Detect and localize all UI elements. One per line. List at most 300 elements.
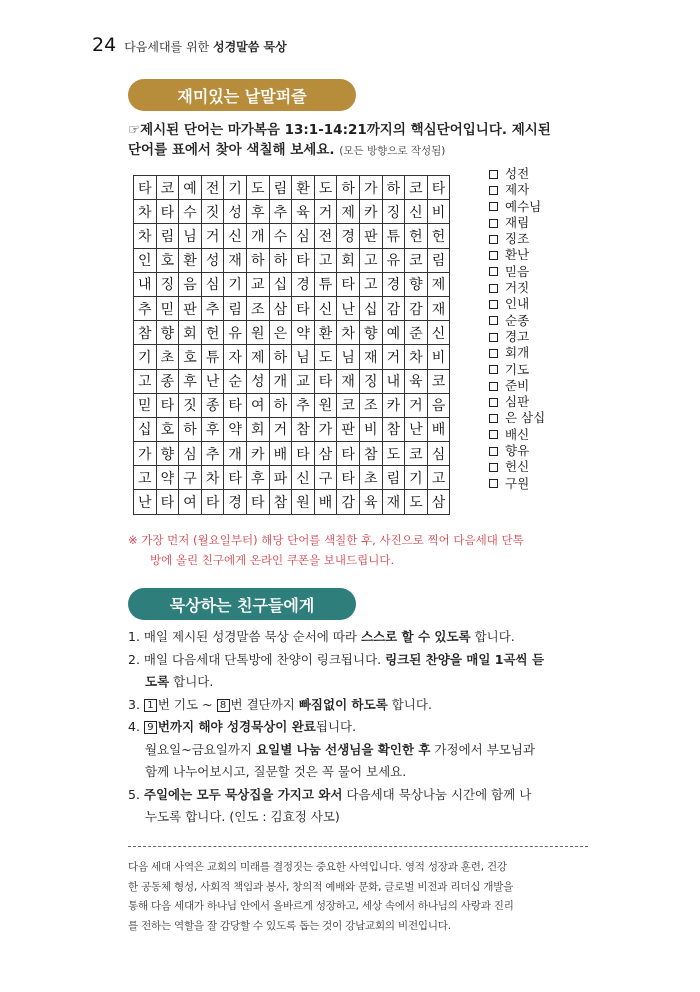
grid-cell[interactable]: 코 — [337, 393, 360, 417]
grid-cell[interactable]: 약 — [156, 466, 179, 490]
grid-cell[interactable]: 회 — [246, 417, 269, 441]
step-5 — [128, 784, 598, 807]
grid-cell[interactable]: 후 — [246, 466, 269, 490]
vision-line-1: 다음 세대 사역은 교회의 미래를 결정짓는 중요한 사역입니다. 영적 성장과 훈련, 건강 — [128, 861, 507, 873]
grid-cell[interactable]: 고 — [359, 248, 382, 272]
grid-cell[interactable]: 차 — [134, 224, 157, 248]
grid-cell[interactable]: 튜 — [382, 224, 405, 248]
grid-cell[interactable]: 참 — [359, 442, 382, 466]
word-label: 제자 — [505, 182, 530, 198]
grid-cell[interactable]: 징 — [359, 369, 382, 393]
grid-cell[interactable]: 후 — [201, 417, 224, 441]
word-checkbox[interactable] — [489, 300, 498, 309]
grid-cell[interactable]: 타 — [292, 248, 315, 272]
grid-cell[interactable]: 십 — [134, 417, 157, 441]
grid-cell[interactable]: 추 — [201, 442, 224, 466]
meditation-section-title: 묵상하는 친구들에게 — [128, 588, 356, 620]
grid-cell[interactable]: 인 — [134, 248, 157, 272]
word-checkbox[interactable] — [489, 382, 498, 391]
step-4-emphasis: 번까지 해야 성경묵상이 완료 — [157, 719, 316, 734]
grid-row — [134, 321, 450, 345]
instruction-line-1: ☞제시된 단어는 마가복음 13:1-14:21까지의 핵심단어입니다. 제시된 — [128, 122, 551, 138]
grid-cell[interactable]: 타 — [156, 393, 179, 417]
word-label: 예수님 — [505, 198, 542, 214]
word-checkbox[interactable] — [489, 219, 498, 228]
grid-cell[interactable]: 개 — [269, 369, 292, 393]
grid-cell[interactable]: 가 — [134, 442, 157, 466]
grid-cell[interactable]: 고 — [359, 272, 382, 296]
step-1-emphasis: 스스로 할 수 있도록 — [360, 629, 471, 644]
word-label: 재림 — [505, 214, 530, 230]
grid-cell[interactable]: 가 — [314, 417, 337, 441]
grid-cell[interactable]: 도 — [246, 176, 269, 200]
grid-cell[interactable]: 내 — [134, 272, 157, 296]
grid-cell[interactable]: 수 — [179, 200, 202, 224]
grid-cell[interactable]: 심 — [292, 224, 315, 248]
grid-cell[interactable]: 난 — [337, 296, 360, 320]
grid-cell[interactable]: 타 — [337, 442, 360, 466]
grid-cell[interactable]: 후 — [246, 200, 269, 224]
grid-cell[interactable]: 종 — [201, 393, 224, 417]
grid-cell[interactable]: 심 — [427, 442, 450, 466]
grid-cell[interactable]: 참 — [382, 417, 405, 441]
step-5-number: 5. — [128, 786, 144, 802]
grid-cell[interactable]: 믿 — [156, 296, 179, 320]
grid-cell[interactable]: 삼 — [427, 490, 450, 514]
grid-cell[interactable]: 성 — [224, 200, 247, 224]
vision-line-4: 를 전하는 역할을 잘 감당할 수 있도록 돕는 것이 강남교회의 비전입니다. — [128, 919, 451, 932]
grid-cell[interactable]: 비 — [359, 417, 382, 441]
word-item — [489, 329, 545, 345]
grid-cell[interactable]: 코 — [156, 176, 179, 200]
grid-cell[interactable]: 추 — [269, 200, 292, 224]
grid-row — [134, 393, 450, 417]
word-checkbox[interactable] — [489, 365, 498, 374]
word-checkbox[interactable] — [489, 235, 498, 244]
grid-cell[interactable]: 교 — [246, 272, 269, 296]
grid-cell[interactable]: 차 — [337, 321, 360, 345]
word-item — [489, 182, 545, 198]
word-checkbox[interactable] — [489, 186, 498, 195]
grid-cell[interactable]: 하 — [337, 176, 360, 200]
grid-cell[interactable]: 재 — [224, 248, 247, 272]
grid-cell[interactable]: 카 — [382, 393, 405, 417]
word-item — [489, 296, 545, 312]
step-3 — [128, 694, 598, 717]
word-label: 성전 — [505, 166, 530, 181]
grid-row — [134, 296, 450, 320]
word-label: 회개 — [505, 345, 530, 361]
grid-cell[interactable]: 난 — [201, 369, 224, 393]
grid-cell[interactable]: 향 — [405, 272, 428, 296]
step-5-line-2: 누도록 합니다. (인도 : 김효정 사모) — [145, 809, 340, 824]
grid-cell[interactable]: 십 — [269, 272, 292, 296]
grid-cell[interactable]: 감 — [405, 296, 428, 320]
grid-cell[interactable]: 내 — [382, 369, 405, 393]
boxed-number: 8 — [217, 699, 230, 712]
grid-cell[interactable]: 초 — [156, 345, 179, 369]
grid-row — [134, 248, 450, 272]
word-checklist — [489, 166, 545, 492]
grid-cell[interactable]: 참 — [134, 321, 157, 345]
word-item — [489, 362, 545, 378]
instruction-line-2 — [128, 140, 608, 161]
grid-cell[interactable]: 경 — [337, 224, 360, 248]
grid-cell[interactable]: 배 — [314, 490, 337, 514]
grid-cell[interactable]: 타 — [156, 200, 179, 224]
word-label: 은 삼십 — [505, 410, 546, 426]
grid-cell[interactable]: 타 — [314, 369, 337, 393]
grid-cell[interactable]: 거 — [382, 345, 405, 369]
grid-cell[interactable]: 재 — [427, 296, 450, 320]
grid-cell[interactable]: 짓 — [201, 200, 224, 224]
grid-cell[interactable]: 원 — [314, 393, 337, 417]
word-item — [489, 166, 545, 182]
grid-cell[interactable]: 재 — [382, 490, 405, 514]
grid-cell[interactable]: 도 — [314, 176, 337, 200]
step-2-tail: 합니다. — [169, 674, 214, 689]
word-item — [489, 313, 545, 329]
grid-cell[interactable]: 림 — [269, 176, 292, 200]
grid-cell[interactable]: 난 — [405, 417, 428, 441]
grid-cell[interactable]: 구 — [179, 466, 202, 490]
grid-cell[interactable]: 조 — [359, 393, 382, 417]
grid-cell[interactable]: 코 — [427, 369, 450, 393]
grid-cell[interactable]: 타 — [156, 490, 179, 514]
grid-cell[interactable]: 후 — [179, 369, 202, 393]
grid-cell[interactable]: 삼 — [269, 296, 292, 320]
grid-cell[interactable]: 믿 — [134, 393, 157, 417]
grid-cell[interactable]: 하 — [269, 248, 292, 272]
grid-cell[interactable]: 짓 — [179, 393, 202, 417]
grid-cell[interactable]: 성 — [201, 248, 224, 272]
grid-cell[interactable]: 차 — [405, 345, 428, 369]
grid-cell[interactable]: 재 — [337, 369, 360, 393]
grid-cell[interactable]: 도 — [405, 490, 428, 514]
grid-cell[interactable]: 환 — [292, 176, 315, 200]
word-checkbox[interactable] — [489, 463, 498, 472]
step-2-emphasis: 링크된 찬양을 매일 1곡씩 듣 — [385, 651, 545, 667]
instruction-note: (모든 방향으로 작성됨) — [339, 145, 446, 157]
word-checkbox[interactable] — [489, 398, 498, 407]
grid-cell[interactable]: 기 — [224, 176, 247, 200]
grid-cell[interactable]: 육 — [292, 200, 315, 224]
step-4-text-2: 월요일~금요일까지 — [145, 741, 257, 757]
grid-cell[interactable]: 심 — [179, 442, 202, 466]
grid-cell[interactable]: 경 — [382, 272, 405, 296]
grid-cell[interactable]: 배 — [427, 417, 450, 441]
word-label: 경고 — [505, 328, 530, 344]
grid-cell[interactable]: 신 — [405, 200, 428, 224]
grid-cell[interactable]: 코 — [405, 248, 428, 272]
word-checkbox[interactable] — [489, 202, 498, 211]
grid-cell[interactable]: 타 — [427, 176, 450, 200]
word-checkbox[interactable] — [489, 267, 498, 276]
grid-cell[interactable]: 배 — [269, 442, 292, 466]
grid-cell[interactable]: 거 — [314, 200, 337, 224]
grid-cell[interactable]: 하 — [269, 393, 292, 417]
grid-cell[interactable]: 구 — [314, 466, 337, 490]
grid-cell[interactable]: 징 — [382, 200, 405, 224]
grid-cell[interactable]: 예 — [179, 176, 202, 200]
grid-cell[interactable]: 타 — [134, 176, 157, 200]
grid-cell[interactable]: 약 — [292, 321, 315, 345]
grid-cell[interactable]: 하 — [269, 345, 292, 369]
grid-cell[interactable]: 여 — [246, 393, 269, 417]
grid-cell[interactable]: 준 — [405, 321, 428, 345]
grid-cell[interactable]: 고 — [314, 248, 337, 272]
grid-cell[interactable]: 림 — [224, 296, 247, 320]
step-2 — [128, 649, 598, 672]
word-label: 환난 — [505, 247, 530, 263]
grid-cell[interactable]: 고 — [134, 466, 157, 490]
grid-cell[interactable]: 회 — [179, 321, 202, 345]
step-3-text-b: 번 결단까지 — [230, 696, 299, 712]
grid-cell[interactable]: 유 — [382, 248, 405, 272]
word-item — [489, 378, 545, 394]
grid-cell[interactable]: 호 — [156, 248, 179, 272]
grid-cell[interactable]: 삼 — [314, 442, 337, 466]
grid-cell[interactable]: 감 — [382, 296, 405, 320]
word-checkbox[interactable] — [489, 333, 498, 342]
grid-cell[interactable]: 기 — [134, 345, 157, 369]
notice-line-1: ※ 가장 먼저 (월요일부터) 해당 단어를 색칠한 후, 사진으로 찍어 다음세대 단톡 — [128, 533, 524, 547]
grid-cell[interactable]: 신 — [292, 466, 315, 490]
grid-cell[interactable]: 튜 — [201, 345, 224, 369]
puzzle-instruction — [128, 120, 608, 161]
grid-cell[interactable]: 향 — [359, 321, 382, 345]
grid-cell[interactable]: 수 — [269, 224, 292, 248]
word-checkbox[interactable] — [489, 251, 498, 260]
grid-cell[interactable]: 개 — [224, 442, 247, 466]
grid-cell[interactable]: 호 — [156, 417, 179, 441]
grid-cell[interactable]: 육 — [359, 490, 382, 514]
step-2-continued — [128, 671, 598, 694]
puzzle-section-title: 재미있는 낱말퍼즐 — [128, 79, 356, 111]
grid-cell[interactable]: 타 — [201, 490, 224, 514]
grid-cell[interactable]: 교 — [292, 369, 315, 393]
page-number: 24 — [92, 34, 117, 56]
grid-cell[interactable]: 거 — [269, 417, 292, 441]
grid-cell[interactable]: 경 — [292, 272, 315, 296]
grid-cell[interactable]: 심 — [201, 272, 224, 296]
grid-cell[interactable]: 종 — [156, 369, 179, 393]
grid-cell[interactable]: 환 — [179, 248, 202, 272]
coupon-notice — [128, 530, 606, 570]
running-title-prefix: 다음세대를 위한 — [124, 40, 210, 54]
word-checkbox[interactable] — [489, 316, 498, 325]
word-checkbox[interactable] — [489, 414, 498, 423]
word-item — [489, 231, 545, 247]
grid-cell[interactable]: 코 — [405, 176, 428, 200]
grid-row — [134, 345, 450, 369]
grid-cell[interactable]: 타 — [224, 393, 247, 417]
grid-cell[interactable]: 회 — [337, 248, 360, 272]
word-item — [489, 247, 545, 263]
grid-cell[interactable]: 타 — [224, 466, 247, 490]
grid-cell[interactable]: 호 — [179, 345, 202, 369]
grid-cell[interactable]: 예 — [382, 321, 405, 345]
step-3-tail: 합니다. — [387, 696, 432, 712]
grid-cell[interactable]: 판 — [337, 417, 360, 441]
grid-row — [134, 442, 450, 466]
grid-cell[interactable]: 추 — [201, 296, 224, 320]
step-1 — [128, 626, 598, 649]
word-checkbox[interactable] — [489, 447, 498, 456]
step-5-tail: 다음세대 묵상나눔 시간에 함께 나 — [342, 786, 532, 802]
grid-cell[interactable]: 여 — [179, 490, 202, 514]
step-1-tail: 합니다. — [470, 629, 515, 644]
grid-cell[interactable]: 차 — [134, 200, 157, 224]
grid-cell[interactable]: 전 — [314, 224, 337, 248]
grid-cell[interactable]: 비 — [427, 200, 450, 224]
word-checkbox[interactable] — [489, 479, 498, 488]
vision-line-3: 통해 다음 세대가 하나님 안에서 올바르게 성장하고, 세상 속에서 하나님의 사랑과 진리 — [128, 900, 514, 912]
grid-cell[interactable]: 림 — [427, 248, 450, 272]
grid-cell[interactable]: 신 — [427, 321, 450, 345]
grid-cell[interactable]: 원 — [246, 321, 269, 345]
word-item — [489, 427, 545, 443]
grid-cell[interactable]: 카 — [359, 200, 382, 224]
grid-cell[interactable]: 향 — [156, 442, 179, 466]
grid-cell[interactable]: 육 — [405, 369, 428, 393]
grid-cell[interactable]: 환 — [314, 321, 337, 345]
word-checkbox[interactable] — [489, 284, 498, 293]
grid-cell[interactable]: 헌 — [201, 321, 224, 345]
boxed-number: 9 — [144, 721, 157, 734]
word-item — [489, 394, 545, 410]
running-title-main: 성경말씀 묵상 — [212, 40, 287, 54]
grid-cell[interactable]: 참 — [292, 417, 315, 441]
page-header — [92, 34, 287, 56]
running-title — [124, 38, 287, 55]
word-item — [489, 443, 545, 459]
grid-cell[interactable]: 튜 — [314, 272, 337, 296]
grid-cell[interactable]: 기 — [405, 466, 428, 490]
grid-cell[interactable]: 님 — [337, 345, 360, 369]
grid-cell[interactable]: 거 — [405, 393, 428, 417]
grid-cell[interactable]: 조 — [246, 296, 269, 320]
grid-cell[interactable]: 징 — [156, 272, 179, 296]
grid-cell[interactable]: 타 — [337, 272, 360, 296]
grid-cell[interactable]: 향 — [156, 321, 179, 345]
word-label: 헌신 — [505, 459, 530, 475]
grid-row — [134, 224, 450, 248]
grid-cell[interactable]: 유 — [224, 321, 247, 345]
grid-cell[interactable]: 님 — [292, 345, 315, 369]
grid-cell[interactable]: 파 — [269, 466, 292, 490]
grid-cell[interactable]: 참 — [269, 490, 292, 514]
grid-cell[interactable]: 가 — [359, 176, 382, 200]
grid-cell[interactable]: 코 — [405, 442, 428, 466]
grid-cell[interactable]: 헌 — [427, 224, 450, 248]
word-label: 배신 — [505, 426, 530, 442]
word-item — [489, 280, 545, 296]
step-1-text: 1. 매일 제시된 성경말씀 묵상 순서에 따라 — [128, 629, 361, 644]
grid-cell[interactable]: 신 — [314, 296, 337, 320]
grid-cell[interactable]: 타 — [292, 442, 315, 466]
grid-cell[interactable]: 고 — [134, 369, 157, 393]
grid-cell[interactable]: 비 — [427, 345, 450, 369]
grid-cell[interactable]: 은 — [269, 321, 292, 345]
grid-cell[interactable]: 하 — [246, 248, 269, 272]
grid-cell[interactable]: 거 — [201, 224, 224, 248]
grid-cell[interactable]: 음 — [179, 272, 202, 296]
word-item — [489, 476, 545, 492]
grid-cell[interactable]: 원 — [292, 490, 315, 514]
grid-cell[interactable]: 카 — [246, 442, 269, 466]
grid-cell[interactable]: 음 — [427, 393, 450, 417]
grid-cell[interactable]: 기 — [224, 272, 247, 296]
grid-cell[interactable]: 타 — [337, 466, 360, 490]
grid-cell[interactable]: 순 — [224, 369, 247, 393]
grid-cell[interactable]: 헌 — [405, 224, 428, 248]
grid-row — [134, 369, 450, 393]
grid-cell[interactable]: 님 — [179, 224, 202, 248]
grid-cell[interactable]: 도 — [314, 345, 337, 369]
instruction-line-2-text: 단어를 표에서 찾아 색칠해 보세요. — [128, 142, 335, 158]
word-search-grid — [133, 175, 450, 515]
word-checkbox[interactable] — [489, 349, 498, 358]
grid-cell[interactable]: 제 — [337, 200, 360, 224]
grid-cell[interactable]: 제 — [427, 272, 450, 296]
grid-cell[interactable]: 전 — [201, 176, 224, 200]
grid-cell[interactable]: 경 — [224, 490, 247, 514]
grid-cell[interactable]: 판 — [179, 296, 202, 320]
word-label: 믿음 — [505, 263, 530, 279]
grid-cell[interactable]: 하 — [179, 417, 202, 441]
grid-row — [134, 490, 450, 514]
grid-cell[interactable]: 차 — [201, 466, 224, 490]
grid-cell[interactable]: 재 — [359, 345, 382, 369]
word-checkbox[interactable] — [489, 430, 498, 439]
grid-cell[interactable]: 제 — [246, 345, 269, 369]
word-label: 순종 — [505, 312, 530, 328]
grid-cell[interactable]: 추 — [292, 393, 315, 417]
grid-cell[interactable]: 자 — [224, 345, 247, 369]
grid-cell[interactable]: 개 — [246, 224, 269, 248]
vision-line-2: 한 공동체 형성, 사회적 책임과 봉사, 창의적 예배와 문화, 글로벌 비전과 리더십 개발을 — [128, 880, 514, 893]
grid-cell[interactable]: 림 — [382, 466, 405, 490]
grid-cell[interactable]: 약 — [224, 417, 247, 441]
step-4 — [128, 716, 598, 739]
word-checkbox[interactable] — [489, 170, 498, 179]
boxed-number: 1 — [144, 699, 157, 712]
grid-cell[interactable]: 추 — [134, 296, 157, 320]
grid-cell[interactable]: 감 — [337, 490, 360, 514]
grid-cell[interactable]: 고 — [427, 466, 450, 490]
grid-cell[interactable]: 타 — [246, 490, 269, 514]
word-item — [489, 199, 545, 215]
meditation-steps — [128, 626, 598, 829]
step-4-number: 4. — [128, 719, 144, 734]
grid-cell[interactable]: 판 — [359, 224, 382, 248]
grid-cell[interactable]: 타 — [292, 296, 315, 320]
step-3-emphasis: 빠짐없이 하도록 — [298, 696, 388, 712]
grid-row — [134, 176, 450, 200]
grid-cell[interactable]: 도 — [382, 442, 405, 466]
grid-cell[interactable]: 초 — [359, 466, 382, 490]
grid-cell[interactable]: 신 — [224, 224, 247, 248]
step-3-number: 3. — [128, 696, 144, 712]
grid-cell[interactable]: 림 — [156, 224, 179, 248]
word-item — [489, 410, 545, 426]
word-item — [489, 215, 545, 231]
grid-cell[interactable]: 하 — [382, 176, 405, 200]
grid-cell[interactable]: 난 — [134, 490, 157, 514]
grid-cell[interactable]: 성 — [246, 369, 269, 393]
grid-cell[interactable]: 십 — [359, 296, 382, 320]
